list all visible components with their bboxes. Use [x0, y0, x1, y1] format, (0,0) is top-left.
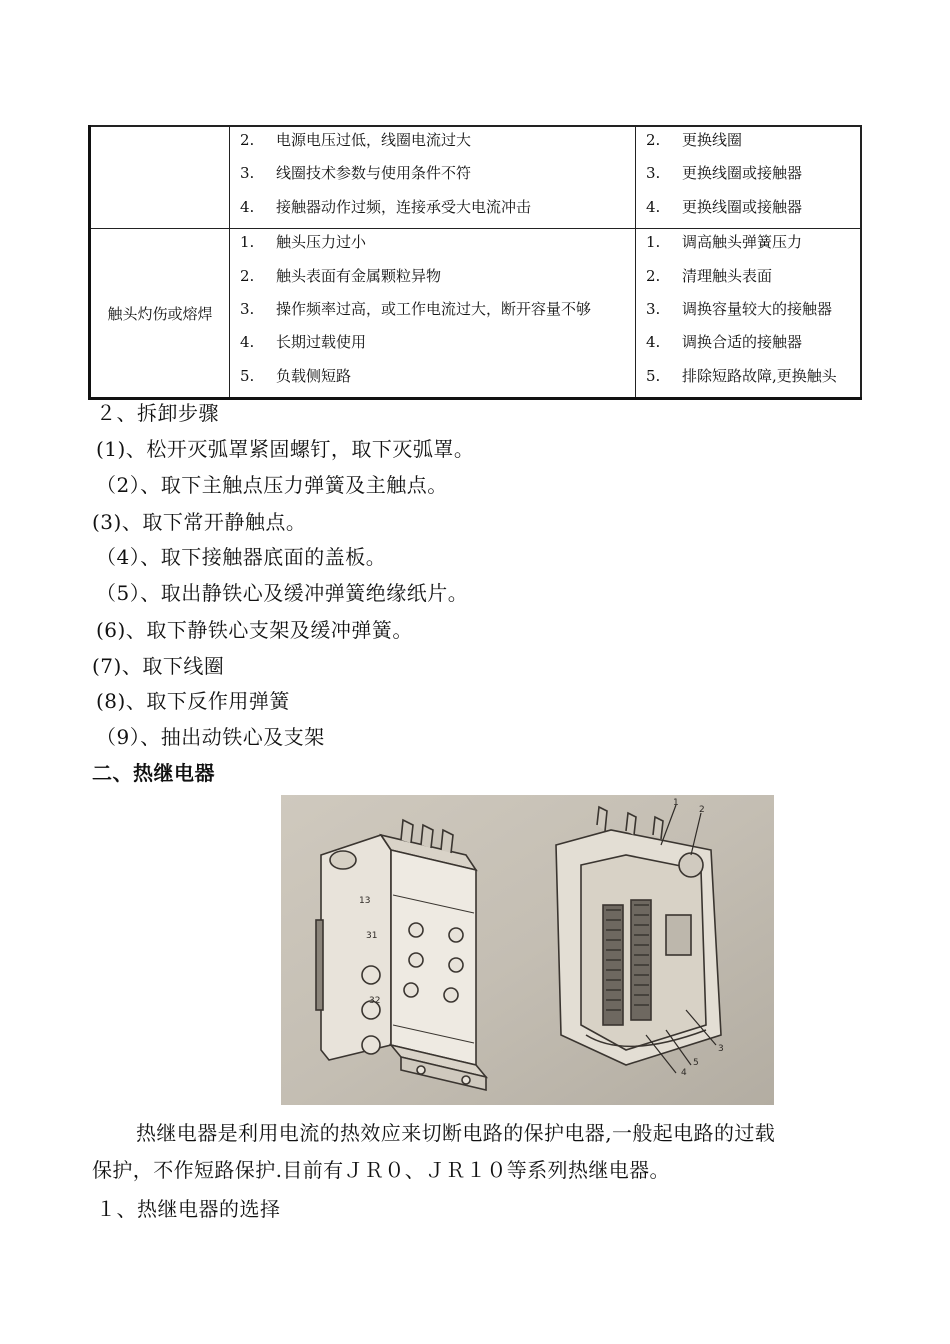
- thermal-relay-photo: [281, 795, 774, 1105]
- list-item: 4. 更换线圈或接触器: [646, 197, 803, 216]
- table-row: [90, 229, 862, 399]
- fix-cell: [636, 126, 862, 229]
- step-item: （2）、取下主触点压力弹簧及主触点。: [96, 473, 448, 497]
- thermal-relay-illustration: [281, 795, 774, 1105]
- fault-symptom-cell: [90, 229, 230, 399]
- table-row: [90, 126, 862, 229]
- list-item: 2. 电源电压过低，线圈电流过大: [240, 131, 472, 149]
- step-item: （4）、取下接触器底面的盖板。: [96, 545, 387, 569]
- list-item: 4. 长期过载使用: [240, 333, 367, 352]
- callout-label: 32: [369, 996, 381, 1006]
- fault-table: [88, 125, 862, 400]
- step-item: (1)、松开灭弧罩紧固螺钉，取下灭弧罩。: [96, 437, 475, 461]
- fault-symptom: 触头灼伤或熔焊: [107, 304, 213, 323]
- section-title: 二、热继电器: [92, 761, 215, 785]
- list-item: 5. 排除短路故障,更换触头: [646, 366, 837, 385]
- callout-label: 3: [718, 1044, 724, 1054]
- list-item: 4. 接触器动作过频，连接承受大电流冲击: [240, 197, 532, 216]
- list-item: 3. 操作频率过高，或工作电流过大，断开容量不够: [240, 299, 592, 318]
- subsection-title: １、热继电器的选择: [96, 1197, 281, 1221]
- callout-label: 1: [673, 798, 679, 808]
- cause-cell: [230, 229, 636, 399]
- cause-cell: [230, 126, 636, 229]
- callout-label: 4: [681, 1068, 687, 1078]
- step-item: (3)、取下常开静触点。: [92, 510, 307, 534]
- list-item: 2. 更换线圈: [646, 131, 743, 149]
- list-item: 5. 负载侧短路: [240, 366, 352, 385]
- list-item: 1. 调高触头弹簧压力: [646, 233, 803, 252]
- step-item: （5）、取出静铁心及缓冲弹簧绝缘纸片。: [96, 581, 469, 605]
- fault-symptom-cell: [90, 126, 230, 229]
- step-item: （9）、抽出动铁心及支架: [96, 725, 325, 749]
- step-item: (6)、取下静铁心支架及缓冲弹簧。: [96, 618, 413, 642]
- step-item: (7)、取下线圈: [92, 654, 225, 678]
- callout-label: 2: [699, 805, 705, 815]
- step-item: (8)、取下反作用弹簧: [96, 689, 290, 713]
- steps-heading: ２、拆卸步骤: [96, 401, 219, 425]
- list-item: 3. 调换容量较大的接触器: [646, 299, 833, 318]
- list-item: 4. 调换合适的接触器: [646, 333, 803, 352]
- list-item: 2. 触头表面有金属颗粒异物: [240, 266, 442, 285]
- body-paragraph-line: 热继电器是利用电流的热效应来切断电路的保护电器,一般起电路的过载: [136, 1121, 776, 1145]
- callout-label: 13: [359, 896, 371, 906]
- list-item: 3. 更换线圈或接触器: [646, 164, 803, 183]
- callout-label: 31: [366, 931, 378, 941]
- body-paragraph-line: 保护，不作短路保护.目前有ＪＲ０、ＪＲ１０等系列热继电器。: [92, 1158, 670, 1182]
- list-item: 3. 线圈技术参数与使用条件不符: [240, 164, 472, 183]
- callout-label: 5: [693, 1058, 699, 1068]
- list-item: 1. 触头压力过小: [240, 233, 367, 252]
- fix-cell: [636, 229, 862, 399]
- list-item: 2. 清理触头表面: [646, 266, 773, 285]
